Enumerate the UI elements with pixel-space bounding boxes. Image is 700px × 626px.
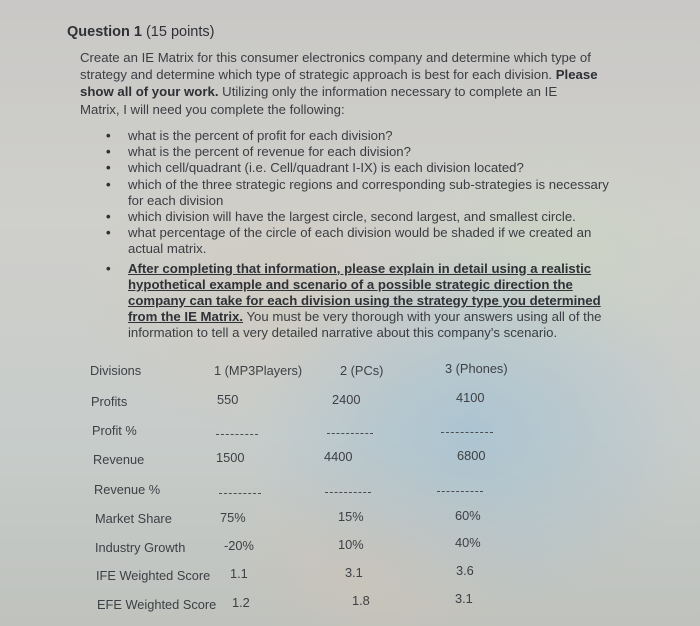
market-share-division-3: 60% bbox=[455, 508, 481, 523]
row-label-revenue-percent: Revenue % bbox=[94, 482, 161, 497]
list-item: • what is the percent of revenue for each division? bbox=[106, 144, 626, 160]
ife-score-division-1: 1.1 bbox=[230, 566, 248, 581]
row-label-efe-weighted-score: EFE Weighted Score bbox=[97, 597, 217, 612]
row-label-ife-weighted-score: IFE Weighted Score bbox=[96, 568, 211, 583]
row-label-profit-percent: Profit % bbox=[92, 423, 137, 438]
row-label-industry-growth: Industry Growth bbox=[95, 540, 186, 555]
list-item: • what is the percent of profit for each division? bbox=[106, 128, 626, 144]
row-label-profits: Profits bbox=[91, 394, 128, 409]
profits-division-3: 4100 bbox=[456, 390, 485, 405]
list-item: • what percentage of the circle of each division would be shaded if we created an actual matrix. bbox=[106, 225, 626, 257]
final-instruction-underlined: After completing that information, please explain in detail using a realistic hypothetical example and scenario of a possible strategic direction the company can take for each division using the strategy type you determined from the IE Matrix. bbox=[128, 260, 601, 325]
revenue-percent-blank-1 bbox=[219, 493, 261, 494]
intro-bold-text: Please show all of your work. bbox=[80, 67, 598, 100]
market-share-division-2: 15% bbox=[338, 509, 364, 524]
header-division-2: 2 (PCs) bbox=[340, 363, 384, 378]
industry-growth-division-2: 10% bbox=[338, 537, 364, 552]
list-item: • which cell/quadrant (i.e. Cell/quadrant I-IX) is each division located? bbox=[106, 160, 626, 176]
header-division-1: 1 (MP3Players) bbox=[214, 363, 303, 378]
profits-division-1: 550 bbox=[217, 392, 239, 407]
intro-text-1: Create an IE Matrix for this consumer electronics company and determine which type of strategy and determine which type of strategic approach is best for each division. bbox=[80, 50, 591, 83]
header-divisions: Divisions bbox=[90, 363, 142, 378]
question-number: Question 1 bbox=[67, 24, 142, 40]
market-share-division-1: 75% bbox=[220, 510, 246, 525]
revenue-percent-blank-3 bbox=[437, 491, 483, 492]
row-label-market-share: Market Share bbox=[95, 511, 172, 526]
header-division-3: 3 (Phones) bbox=[445, 361, 508, 376]
ife-score-division-2: 3.1 bbox=[345, 565, 363, 580]
efe-score-division-3: 3.1 bbox=[455, 591, 473, 606]
intro-text-2: Utilizing only the information necessary to complete an IE Matrix, I will need you complete the following: bbox=[80, 84, 558, 117]
question-points: (15 points) bbox=[141, 24, 215, 40]
profits-division-2: 2400 bbox=[332, 392, 361, 407]
industry-growth-division-1: -20% bbox=[224, 538, 254, 553]
revenue-division-1: 1500 bbox=[216, 450, 245, 465]
profit-percent-blank-1 bbox=[216, 434, 258, 435]
list-item: • which of the three strategic regions and corresponding sub-strategies is necessary for each division bbox=[106, 177, 626, 209]
final-instruction-rest: You must be very thorough with your answers using all of the information to tell a very detailed narrative about this company's scenario. bbox=[128, 309, 602, 341]
revenue-division-3: 6800 bbox=[457, 448, 486, 463]
ife-score-division-3: 3.6 bbox=[456, 563, 474, 578]
row-label-revenue: Revenue bbox=[93, 452, 145, 467]
efe-score-division-2: 1.8 bbox=[352, 593, 370, 608]
efe-score-division-1: 1.2 bbox=[232, 595, 250, 610]
list-item: • which division will have the largest circle, second largest, and smallest circle. bbox=[106, 209, 626, 225]
profit-percent-blank-2 bbox=[327, 433, 373, 434]
revenue-division-2: 4400 bbox=[324, 449, 353, 464]
profit-percent-blank-3 bbox=[441, 432, 493, 433]
revenue-percent-blank-2 bbox=[325, 492, 371, 493]
industry-growth-division-3: 40% bbox=[455, 535, 481, 550]
